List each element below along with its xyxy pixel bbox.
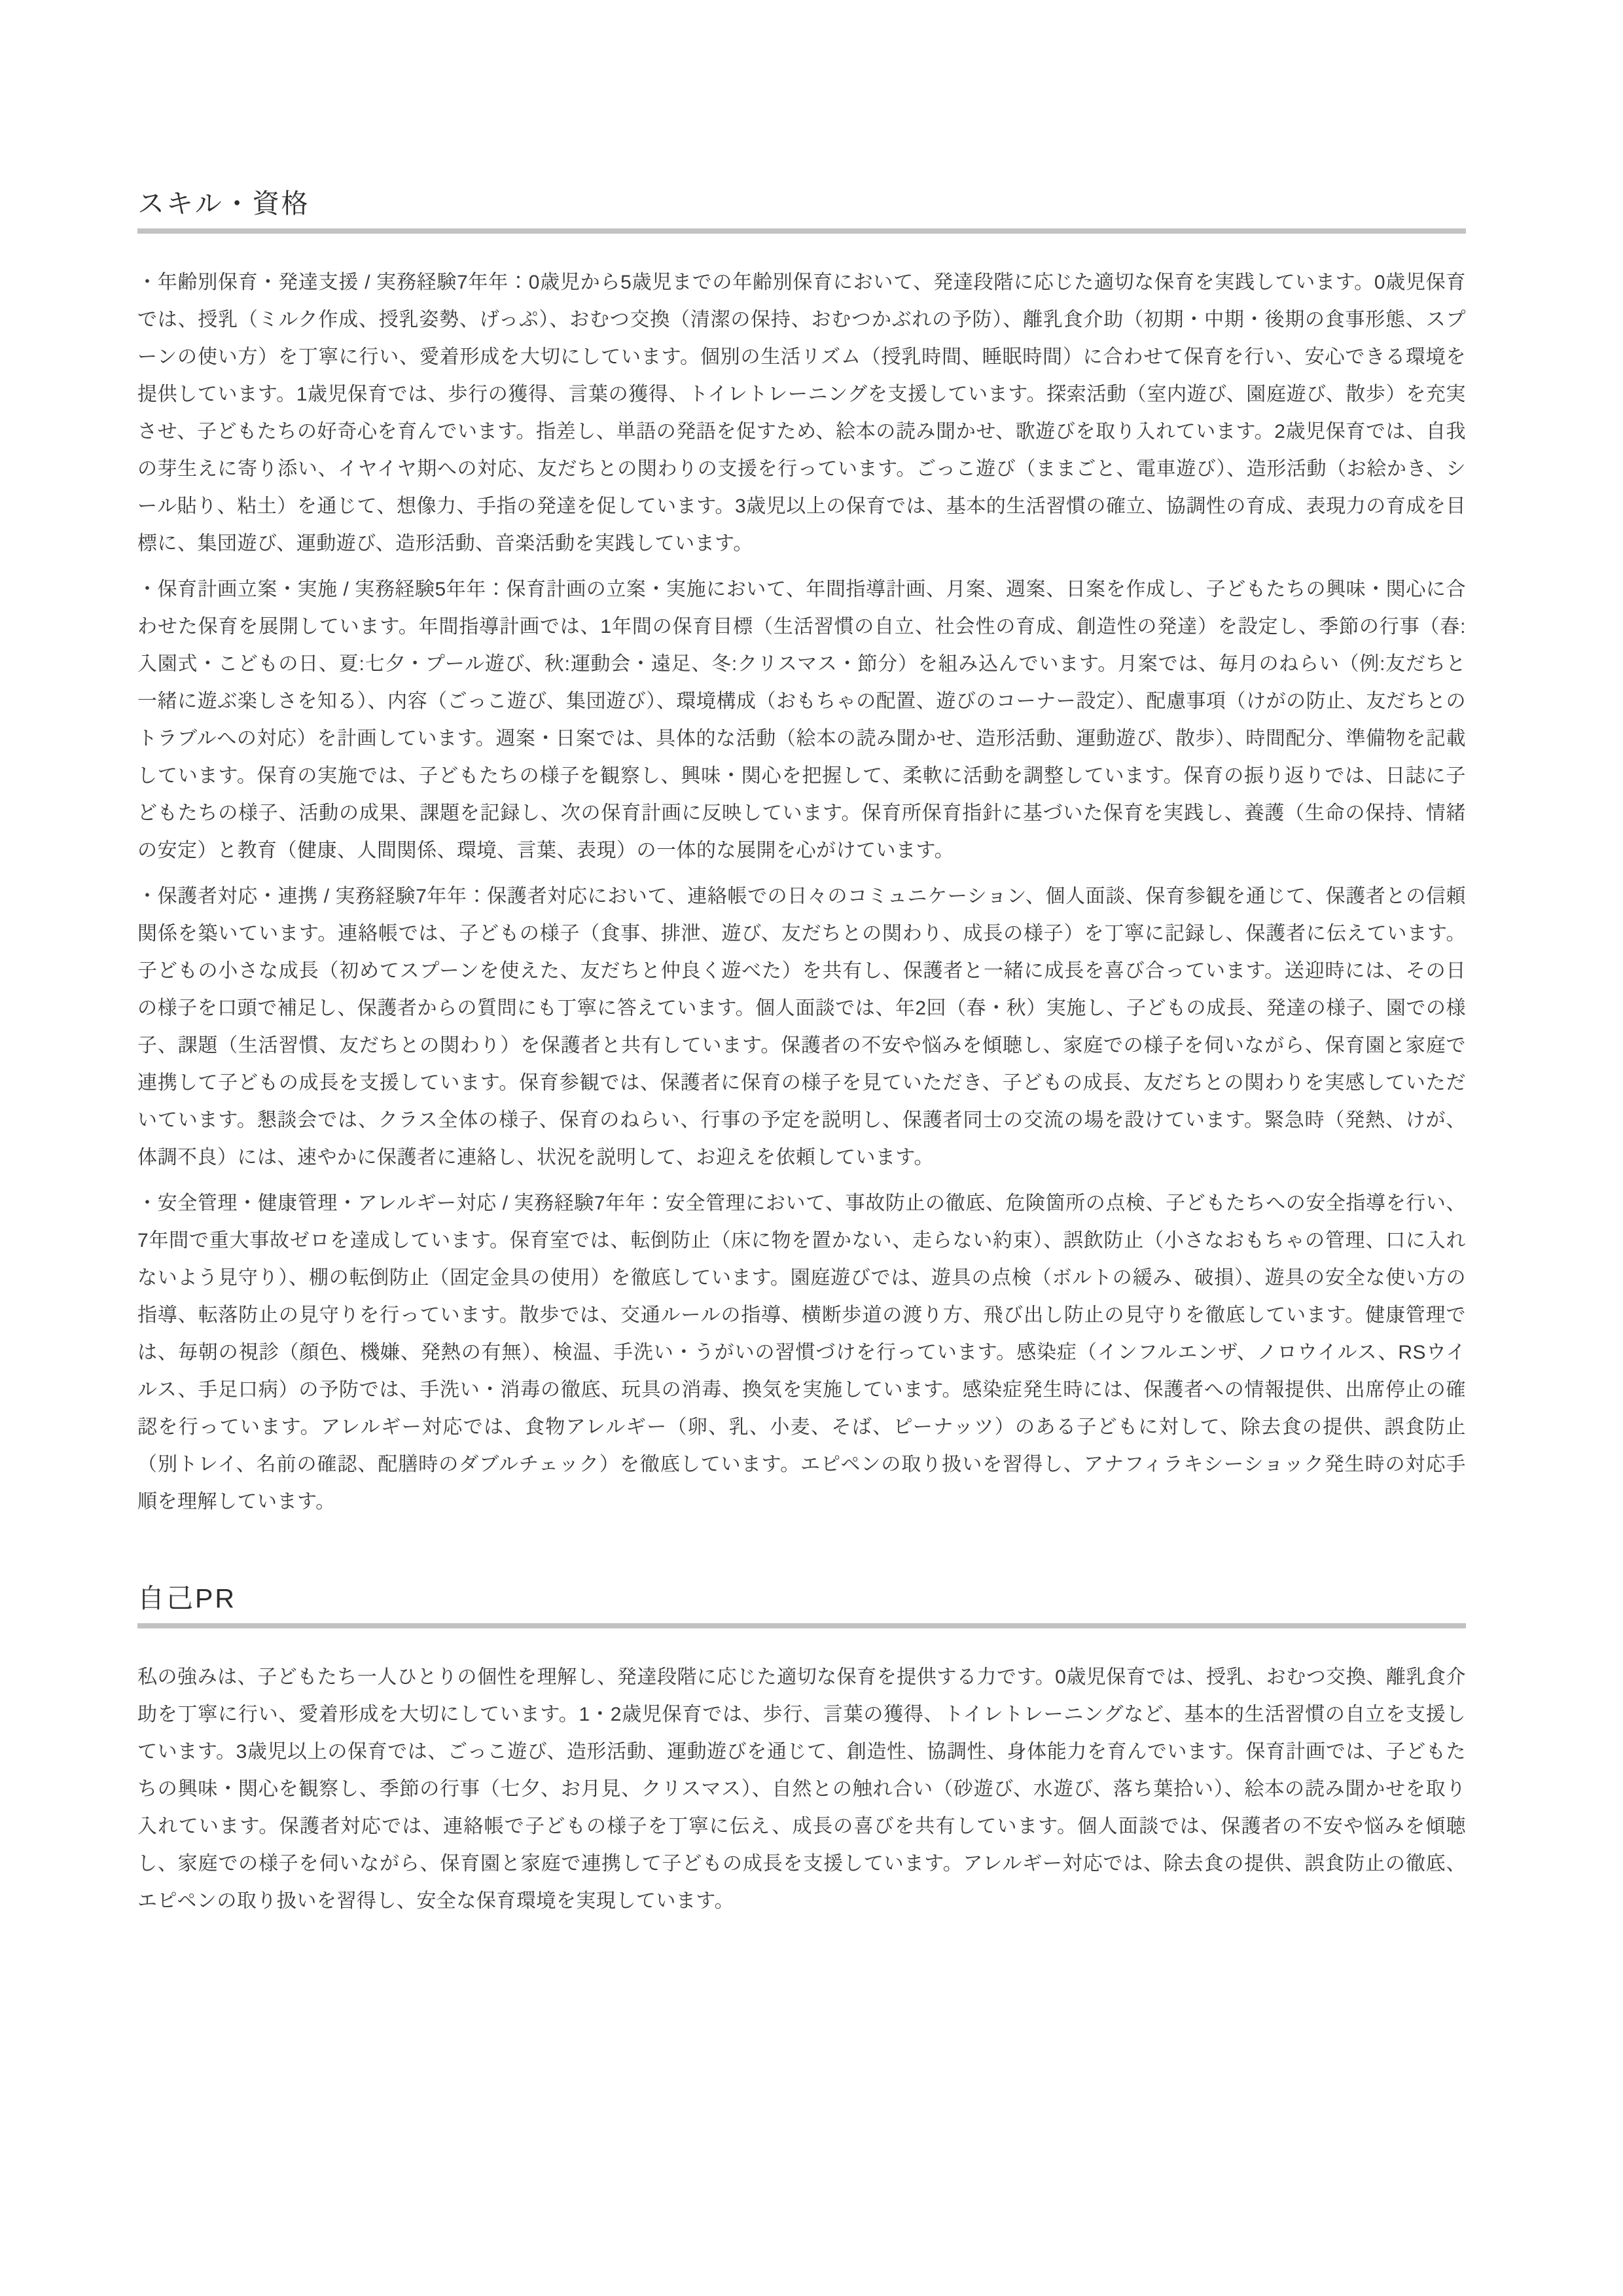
skills-section-title: スキル・資格 — [137, 188, 310, 219]
section-self-pr — [137, 1583, 1466, 1920]
skill-paragraph-safety-health-allergy: ・安全管理・健康管理・アレルギー対応 / 実務経験7年年：安全管理において、事故防止の徹底、危険箇所の点検、子どもたちへの安全指導を行い、7年間で重大事故ゼロを達成しています。保育室では、転倒防止（床に物を置かない、走らない約束）、誤飲防止（小さなおもちゃの管理、口に入れないよう見守り）、棚の転倒防止（固定金具の使用）を徹底しています。園庭遊びでは、遊具の点検（ボルトの緩み、破損）、遊具の安全な使い方の指導、転落防止の見守りを行っています。散歩では、交通ルールの指導、横断歩道の渡り方、飛び出し防止の見守りを徹底しています。健康管理では、毎朝の視診（顔色、機嫌、発熱の有無）、検温、手洗い・うがいの習慣づけを行っています。感染症（インフルエンザ、ノロウイルス、RSウイルス、手足口病）の予防では、手洗い・消毒の徹底、玩具の消毒、換気を実施しています。感染症発生時には、保護者への情報提供、出席停止の確認を行っています。アレルギー対応では、食物アレルギー（卵、乳、小麦、そば、ピーナッツ）のある子どもに対して、除去食の提供、誤食防止（別トレイ、名前の確認、配膳時のダブルチェック）を徹底しています。エピペンの取り扱いを習得し、アナフィラキシーショック発生時の対応手順を理解しています。 — [137, 1193, 1466, 1513]
self-pr-paragraph: 私の強みは、子どもたち一人ひとりの個性を理解し、発達段階に応じた適切な保育を提供する力です。0歳児保育では、授乳、おむつ交換、離乳食介助を丁寧に行い、愛着形成を大切にしています。1・2歳児保育では、歩行、言葉の獲得、トイレトレーニングなど、基本的生活習慣の自立を支援しています。3歳児以上の保育では、ごっこ遊び、造形活動、運動遊びを通じて、創造性、協調性、身体能力を育んでいます。保育計画では、子どもたちの興味・関心を観察し、季節の行事（七夕、お月見、クリスマス）、自然との触れ合い（砂遊び、水遊び、落ち葉拾い）、絵本の読み聞かせを取り入れています。保護者対応では、連絡帳で子どもの様子を丁寧に伝え、成長の喜びを共有しています。個人面談では、保護者の不安や悩みを傾聴し、家庭での様子を伺いながら、保育園と家庭で連携して子どもの成長を支援しています。アレルギー対応では、除去食の提供、誤食防止の徹底、エピペンの取り扱いを習得し、安全な保育環境を実現しています。 — [137, 1666, 1466, 1912]
self-pr-section-title: 自己PR — [137, 1583, 236, 1614]
skill-paragraph-age-based-childcare: ・年齢別保育・発達支援 / 実務経験7年年：0歳児から5歳児までの年齢別保育において、発達段階に応じた適切な保育を実践しています。0歳児保育では、授乳（ミルク作成、授乳姿勢、げっぷ）、おむつ交換（清潔の保持、おむつかぶれの予防）、離乳食介助（初期・中期・後期の食事形態、スプーンの使い方）を丁寧に行い、愛着形成を大切にしています。個別の生活リズム（授乳時間、睡眠時間）に合わせて保育を行い、安心できる環境を提供しています。1歳児保育では、歩行の獲得、言葉の獲得、トイレトレーニングを支援しています。探索活動（室内遊び、園庭遊び、散歩）を充実させ、子どもたちの好奇心を育んでいます。指差し、単語の発語を促すため、絵本の読み聞かせ、歌遊びを取り入れています。2歳児保育では、自我の芽生えに寄り添い、イヤイヤ期への対応、友だちとの関わりの支援を行っています。ごっこ遊び（ままごと、電車遊び）、造形活動（お絵かき、シール貼り、粘土）を通じて、想像力、手指の発達を促しています。3歳児以上の保育では、基本的生活習慣の確立、協調性の育成、表現力の育成を目標に、集団遊び、運動遊び、造形活動、音楽活動を実践しています。 — [137, 272, 1466, 555]
skill-paragraph-parent-communication: ・保護者対応・連携 / 実務経験7年年：保護者対応において、連絡帳での日々のコミュニケーション、個人面談、保育参観を通じて、保護者との信頼関係を築いています。連絡帳では、子どもの様子（食事、排泄、遊び、友だちとの関わり、成長の様子）を丁寧に記録し、保護者に伝えています。子どもの小さな成長（初めてスプーンを使えた、友だちと仲良く遊べた）を共有し、保護者と一緒に成長を喜び合っています。送迎時には、その日の様子を口頭で補足し、保護者からの質問にも丁寧に答えています。個人面談では、年2回（春・秋）実施し、子どもの成長、発達の様子、園での様子、課題（生活習慣、友だちとの関わり）を保護者と共有しています。保護者の不安や悩みを傾聴し、家庭での様子を伺いながら、保育園と家庭で連携して子どもの成長を支援しています。保育参観では、保護者に保育の様子を見ていただき、子どもの成長、友だちとの関わりを実感していただいています。懇談会では、クラス全体の様子、保育のねらい、行事の予定を説明し、保護者同士の交流の場を設けています。緊急時（発熱、けが、体調不良）には、速やかに保護者に連絡し、状況を説明して、お迎えを依頼しています。 — [137, 886, 1466, 1169]
skill-paragraph-childcare-planning: ・保育計画立案・実施 / 実務経験5年年：保育計画の立案・実施において、年間指導計画、月案、週案、日案を作成し、子どもたちの興味・関心に合わせた保育を展開しています。年間指導計画では、1年間の保育目標（生活習慣の自立、社会性の育成、創造性の発達）を設定し、季節の行事（春:入園式・こどもの日、夏:七夕・プール遊び、秋:運動会・遠足、冬:クリスマス・節分）を組み込んでいます。月案では、毎月のねらい（例:友だちと一緒に遊ぶ楽しさを知る）、内容（ごっこ遊び、集団遊び）、環境構成（おもちゃの配置、遊びのコーナー設定）、配慮事項（けがの防止、友だちとのトラブルへの対応）を計画しています。週案・日案では、具体的な活動（絵本の読み聞かせ、造形活動、運動遊び、散歩）、時間配分、準備物を記載しています。保育の実施では、子どもたちの様子を観察し、興味・関心を把握して、柔軟に活動を調整しています。保育の振り返りでは、日誌に子どもたちの様子、活動の成果、課題を記録し、次の保育計画に反映しています。保育所保育指針に基づいた保育を実践し、養護（生命の保持、情緒の安定）と教育（健康、人間関係、環境、言葉、表現）の一体的な展開を心がけています。 — [137, 579, 1466, 862]
self-pr-section-body — [137, 1659, 1466, 1920]
skills-section-divider — [137, 228, 1466, 234]
section-skills-qualifications — [137, 188, 1466, 1520]
skills-section-body — [137, 264, 1466, 1520]
self-pr-section-divider — [137, 1623, 1466, 1628]
